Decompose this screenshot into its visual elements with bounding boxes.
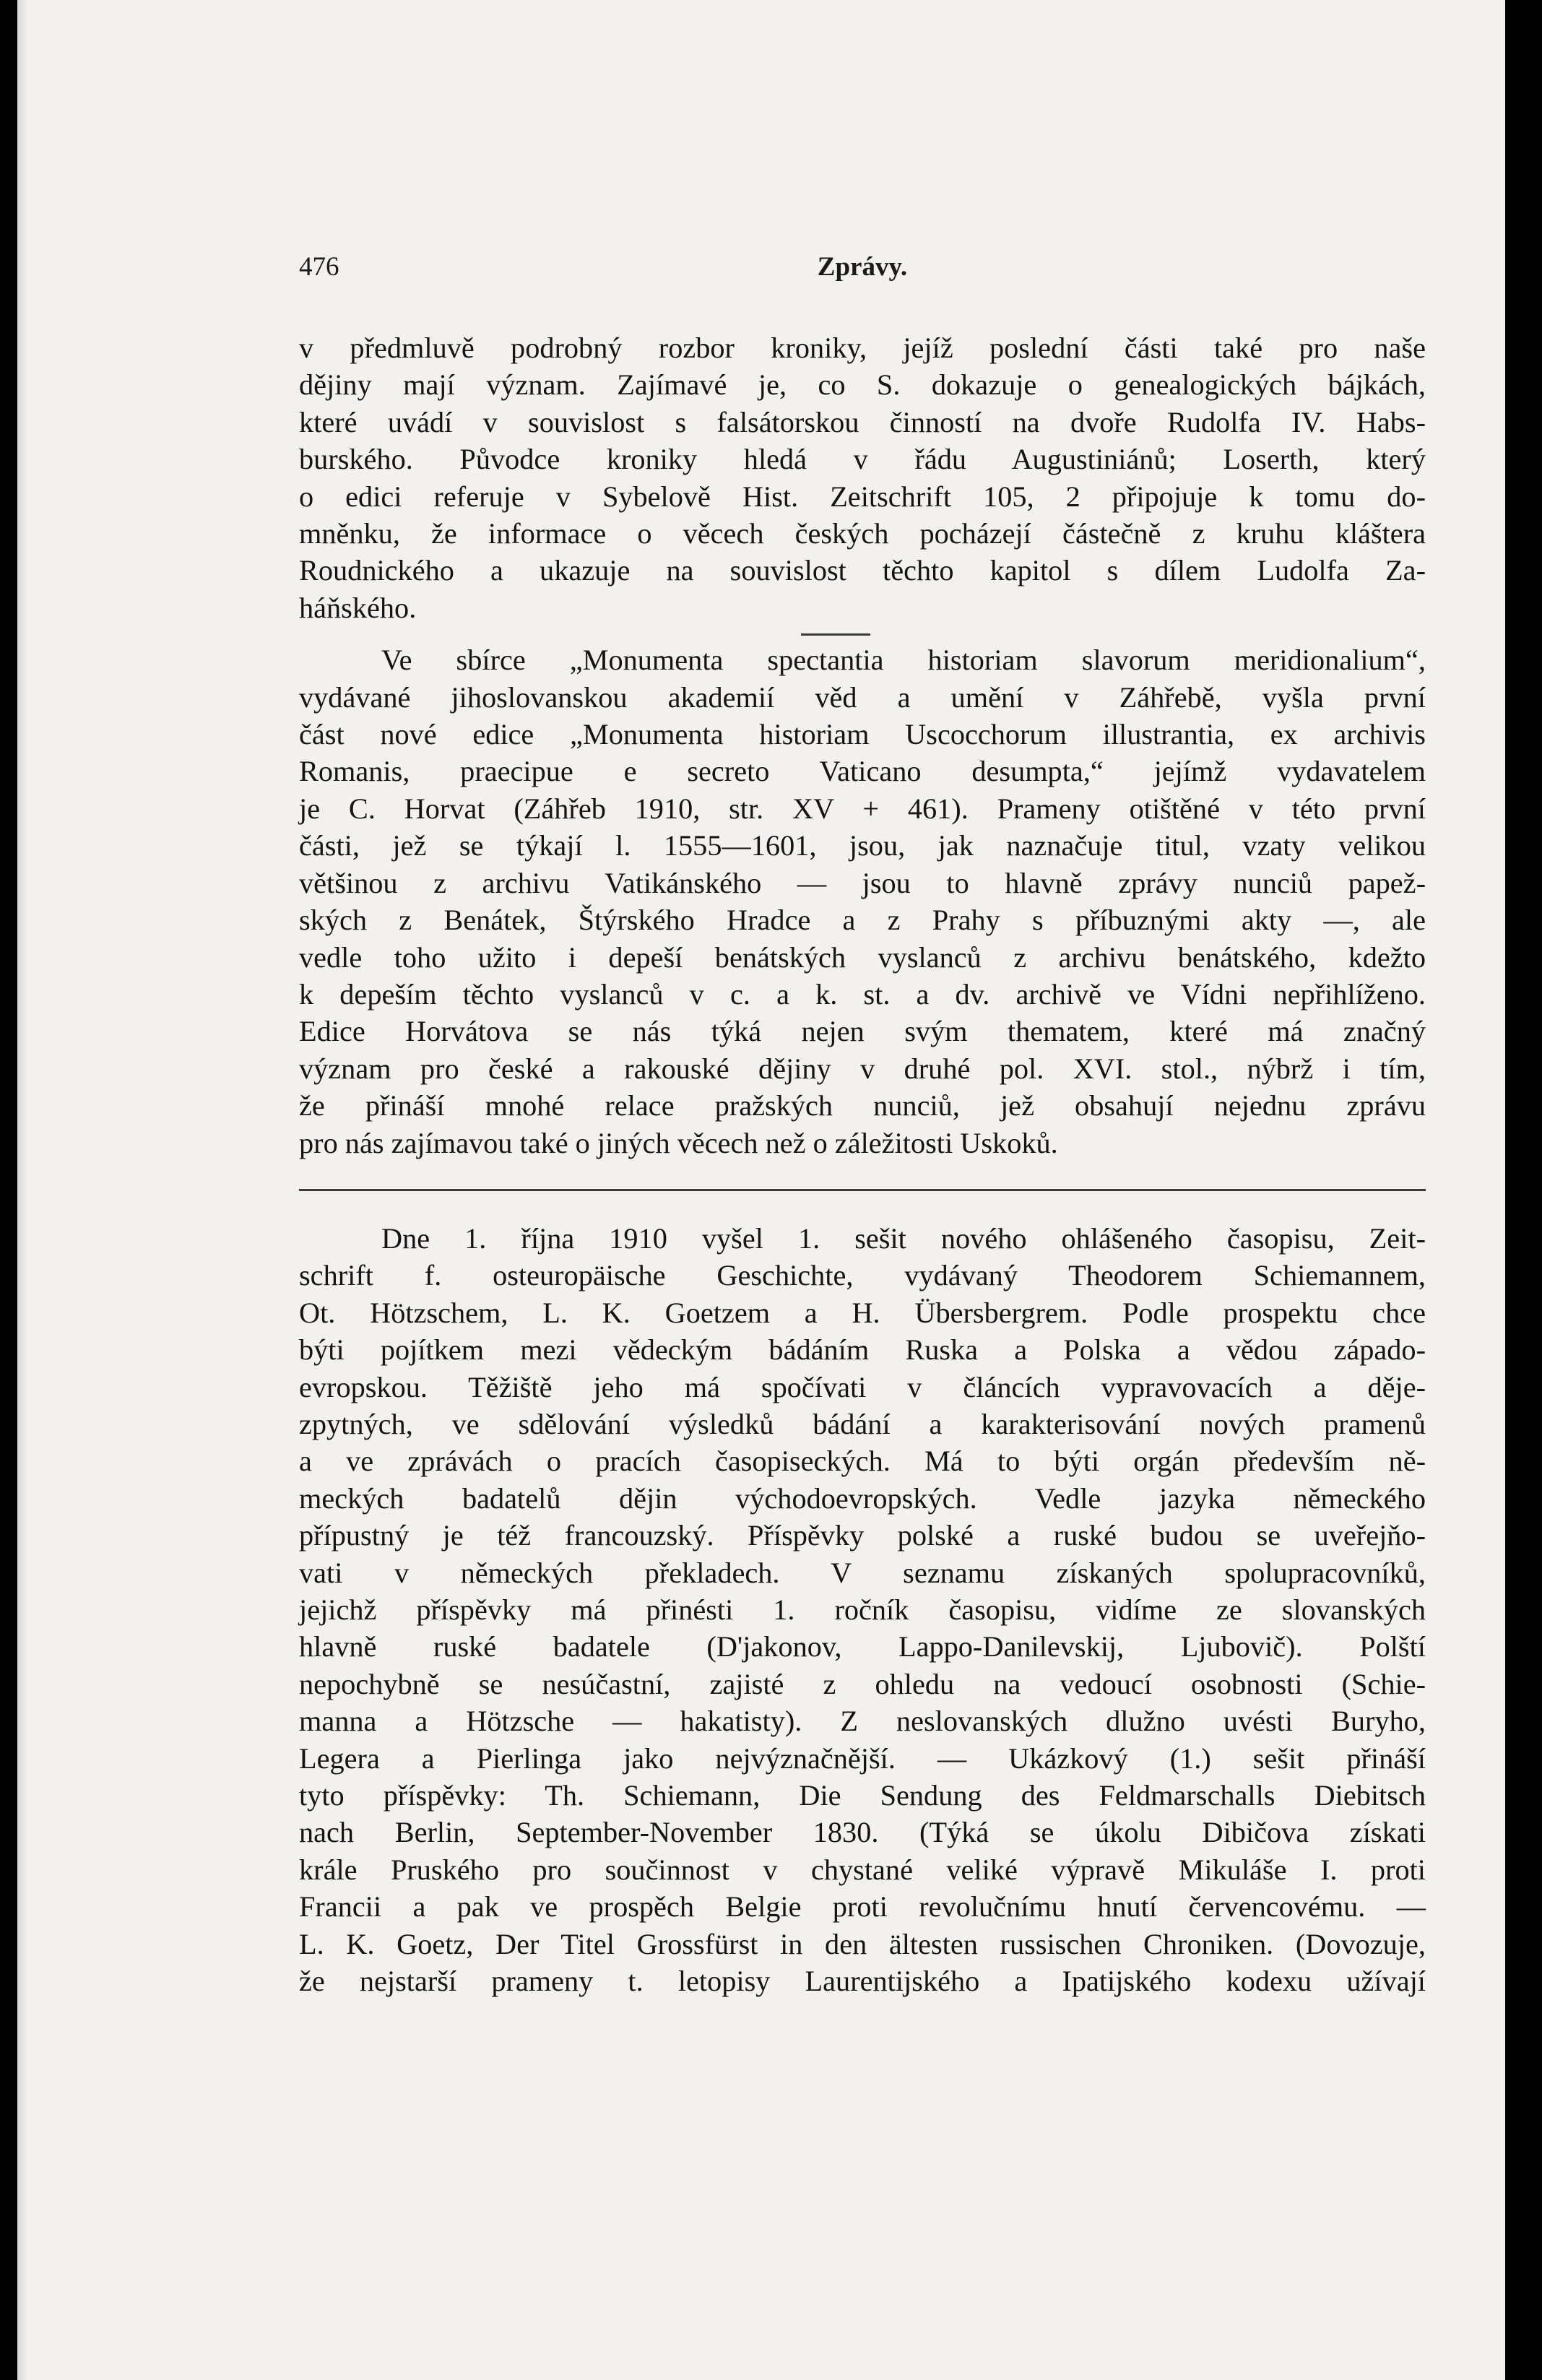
text-line: evropskou. Těžiště jeho má spočívati v článcích vypravovacích a děje-	[299, 1370, 1426, 1403]
text-line: a ve zprávách o pracích časopiseckých. Má to býti orgán především ně-	[299, 1445, 1426, 1478]
text-line: manna a Hötzsche — hakatisty). Z neslovanských dlužno uvésti Buryho,	[299, 1705, 1426, 1738]
running-head: Zprávy.	[817, 252, 908, 282]
text-line: části, jež se týkají l. 1555—1601, jsou, jak naznačuje titul, vzaty velikou	[299, 829, 1426, 862]
text-line: Francii a pak ve prospěch Belgie proti revolučnímu hnutí červencovému. —	[299, 1890, 1426, 1924]
text-line: nach Berlin, September-November 1830. (Týká se úkolu Dibičova získati	[299, 1816, 1426, 1849]
text-line: které uvádí v souvislost s falsátorskou činností na dvoře Rudolfa IV. Habs-	[299, 405, 1426, 438]
text-line: Edice Horvátova se nás týká nejen svým thematem, které má značný	[299, 1015, 1426, 1048]
article-body	[299, 329, 1426, 1999]
text-line: většinou z archivu Vatikánského — jsou to hlavně zprávy nunciů papež-	[299, 866, 1426, 899]
text-line: schrift f. osteuropäische Geschichte, vydávaný Theodorem Schiemannem,	[299, 1259, 1426, 1292]
text-line: mněnku, že informace o věcech českých pocházejí částečně z kruhu kláštera	[299, 517, 1426, 550]
text-line: Romanis, praecipue e secreto Vaticano desumpta,“ jejímž vydavatelem	[299, 755, 1426, 788]
page-binding-shadow	[17, 0, 27, 2380]
text-line: že přináší mnohé relace pražských nunciů, jež obsahují nejednu zprávu	[299, 1089, 1426, 1122]
text-line: zpytných, ve sdělování výsledků bádání a karakterisování nových pramenů	[299, 1407, 1426, 1440]
text-line: tyto příspěvky: Th. Schiemann, Die Sendung des Feldmarschalls Diebitsch	[299, 1779, 1426, 1812]
text-line: část nové edice „Monumenta historiam Uscocchorum illustrantia, ex archivis	[299, 718, 1426, 751]
text-line: vydávané jihoslovanskou akademií věd a umění v Záhřebě, vyšla první	[299, 680, 1426, 714]
text-line: pro nás zajímavou také o jiných věcech než o záležitosti Uskoků.	[299, 1126, 1058, 1159]
text-line: býti pojítkem mezi vědeckým bádáním Ruska a Polska a vědou západo-	[299, 1333, 1426, 1367]
text-line: je C. Horvat (Záhřeb 1910, str. XV + 461). Prameny otištěné v této první	[299, 792, 1426, 825]
text-line: háňského.	[299, 591, 417, 624]
text-line: Ot. Hötzschem, L. K. Goetzem a H. Übersbergrem. Podle prospektu chce	[299, 1296, 1426, 1329]
text-line: ských z Benátek, Štýrského Hradce a z Prahy s příbuznými akty —, ale	[299, 904, 1426, 937]
text-line: význam pro české a rakouské dějiny v druhé pol. XVI. stol., nýbrž i tím,	[299, 1052, 1426, 1085]
text-line: dějiny mají význam. Zajímavé je, co S. dokazuje o genealogických bájkách,	[299, 368, 1426, 402]
section-divider-long	[299, 1189, 1426, 1191]
text-line: Ve sbírce „Monumenta spectantia historiam slavorum meridionalium“,	[381, 644, 1426, 677]
text-line: burského. Původce kroniky hledá v řádu Augustiniánů; Loserth, který	[299, 443, 1426, 476]
text-line: hlavně ruské badatele (D'jakonov, Lappo-Danilevskij, Ljubovič). Polští	[299, 1630, 1426, 1663]
text-line: jejichž příspěvky má přinésti 1. ročník časopisu, vidíme ze slovanských	[299, 1593, 1426, 1626]
text-line: o edici referuje v Sybelově Hist. Zeitschrift 105, 2 připojuje k tomu do-	[299, 480, 1426, 513]
text-line: vedle toho užito i depeší benátských vyslanců z archivu benátského, kdežto	[299, 940, 1426, 974]
text-line: v předmluvě podrobný rozbor kroniky, jejíž poslední části také pro naše	[299, 332, 1426, 364]
text-line: L. K. Goetz, Der Titel Grossfürst in den ältesten russischen Chroniken. (Dovozuje,	[299, 1927, 1426, 1960]
section-divider-short	[801, 633, 870, 636]
text-line: vati v německých překladech. V seznamu získaných spolupracovníků,	[299, 1556, 1426, 1589]
paragraph-zeitschrift-announcement	[299, 1220, 1426, 2000]
paragraph-chronicle-review	[299, 329, 1426, 626]
text-line: krále Pruského pro součinnost v chystané veliké výpravě Mikuláše I. proti	[299, 1853, 1426, 1886]
page-header	[299, 251, 1426, 295]
text-line: k depeším těchto vyslanců v c. a k. st. a dv. archivě ve Vídni nepřihlíženo.	[299, 977, 1426, 1011]
text-line: Dne 1. října 1910 vyšel 1. sešit nového ohlášeného časopisu, Zeit-	[381, 1221, 1426, 1255]
page-number: 476	[299, 252, 339, 282]
text-line: že nejstarší prameny t. letopisy Laurentijského a Ipatijského kodexu užívají	[299, 1965, 1426, 1998]
text-line: Legera a Pierlinga jako nejvýznačnější. — Ukázkový (1.) sešit přináší	[299, 1741, 1426, 1775]
text-line: meckých badatelů dějin východoevropských. Vedle jazyka německého	[299, 1481, 1426, 1515]
paragraph-monumenta-edition	[299, 641, 1426, 1161]
text-line: nepochybně se nesúčastní, zajisté z ohledu na vedoucí osobnosti (Schie-	[299, 1667, 1426, 1700]
text-line: přípustný je též francouzský. Příspěvky polské a ruské budou se uveřejňo-	[299, 1519, 1426, 1552]
text-line: Roudnického a ukazuje na souvislost těchto kapitol s dílem Ludolfa Za-	[299, 554, 1426, 587]
